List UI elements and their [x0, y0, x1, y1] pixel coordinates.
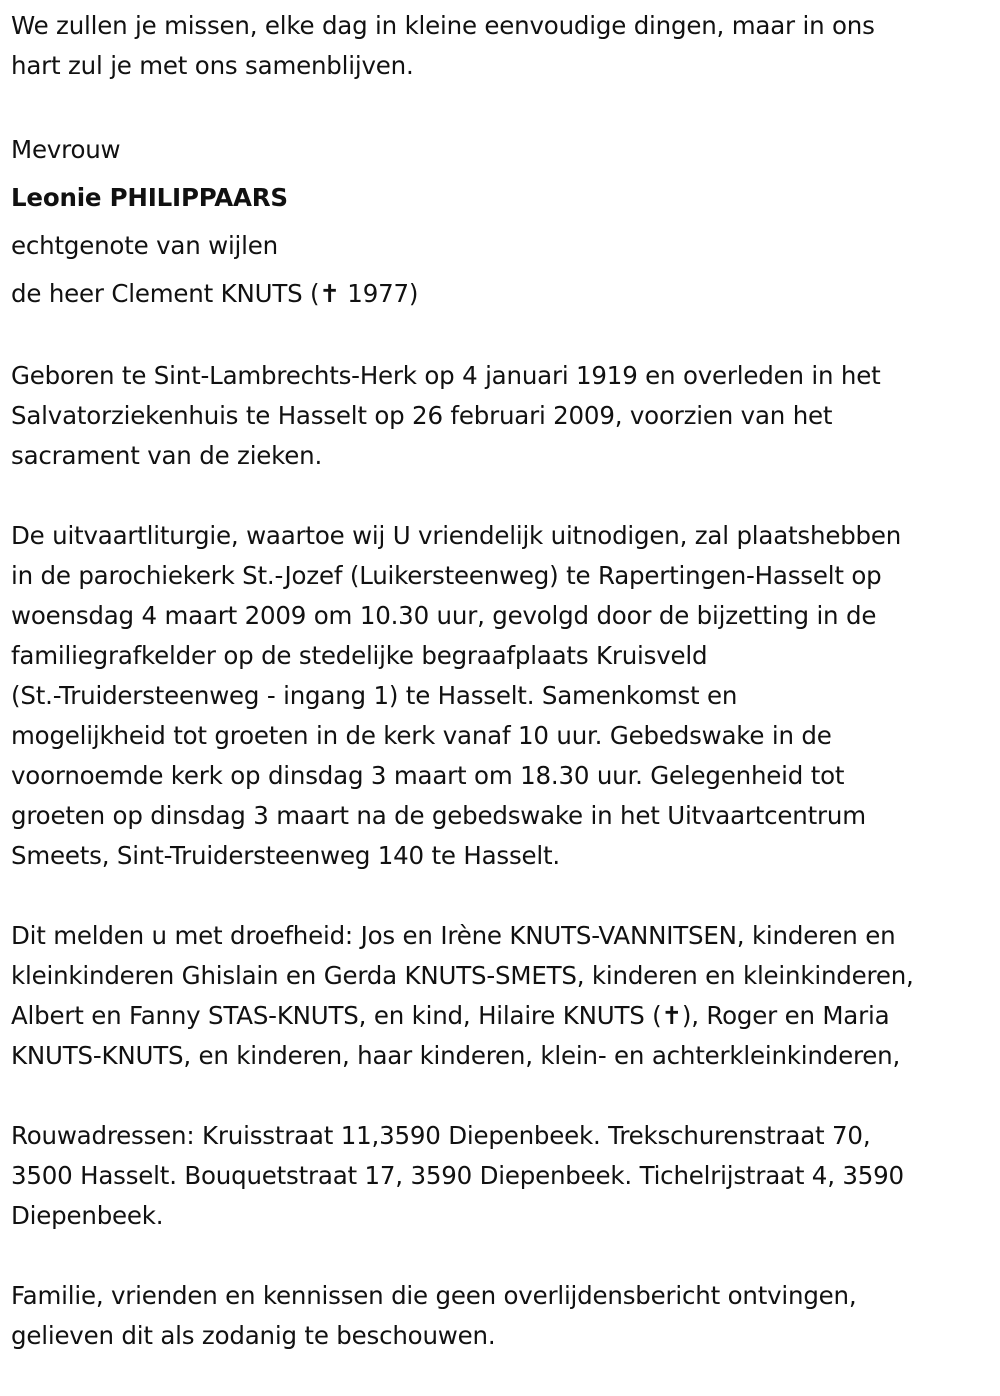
family-paragraph: [11, 916, 996, 1076]
birth-death-line: sacrament van de zieken.: [11, 441, 323, 470]
funeral-line: familiegrafkelder op de stedelijke begraafplaats Kruisveld: [11, 641, 708, 670]
family-line: Albert en Fanny STAS-KNUTS, en kind, Hilaire KNUTS (✝), Roger en Maria: [11, 1001, 890, 1030]
family-line: Dit melden u met droefheid: Jos en Irène KNUTS-VANNITSEN, kinderen en: [11, 921, 896, 950]
opening-line: hart zul je met ons samenblijven.: [11, 51, 414, 80]
funeral-line: in de parochiekerk St.-Jozef (Luikersteenweg) te Rapertingen-Hasselt op: [11, 561, 882, 590]
deceased-spouse: de heer Clement KNUTS (✝ 1977): [11, 279, 419, 308]
funeral-line: groeten op dinsdag 3 maart na de gebedswake in het Uitvaartcentrum: [11, 801, 866, 830]
deceased-block: [11, 126, 996, 318]
opening-line: We zullen je missen, elke dag in kleine eenvoudige dingen, maar in ons: [11, 11, 875, 40]
funeral-line: Smeets, Sint-Truidersteenweg 140 te Hasselt.: [11, 841, 561, 870]
closing-paragraph: [11, 1276, 996, 1356]
address-line: Rouwadressen: Kruisstraat 11,3590 Diepenbeek. Trekschurenstraat 70,: [11, 1121, 871, 1150]
funeral-line: voornoemde kerk op dinsdag 3 maart om 18.30 uur. Gelegenheid tot: [11, 761, 845, 790]
deceased-relation: echtgenote van wijlen: [11, 231, 278, 260]
address-line: 3500 Hasselt. Bouquetstraat 17, 3590 Diepenbeek. Tichelrijstraat 4, 3590: [11, 1161, 904, 1190]
address-line: Diepenbeek.: [11, 1201, 164, 1230]
funeral-line: (St.-Truidersteenweg - ingang 1) te Hasselt. Samenkomst en: [11, 681, 738, 710]
addresses-paragraph: [11, 1116, 996, 1236]
closing-line: Familie, vrienden en kennissen die geen overlijdensbericht ontvingen,: [11, 1281, 857, 1310]
deceased-name: Leonie PHILIPPAARS: [11, 183, 288, 212]
funeral-line: mogelijkheid tot groeten in de kerk vanaf 10 uur. Gebedswake in de: [11, 721, 832, 750]
funeral-paragraph: [11, 516, 996, 876]
opening-quote: [11, 6, 996, 86]
funeral-line: woensdag 4 maart 2009 om 10.30 uur, gevolgd door de bijzetting in de: [11, 601, 877, 630]
family-line: KNUTS-KNUTS, en kinderen, haar kinderen, klein- en achterkleinkinderen,: [11, 1041, 901, 1070]
closing-line: gelieven dit als zodanig te beschouwen.: [11, 1321, 496, 1350]
birth-death-paragraph: [11, 356, 996, 476]
funeral-line: De uitvaartliturgie, waartoe wij U vriendelijk uitnodigen, zal plaatshebben: [11, 521, 902, 550]
birth-death-line: Geboren te Sint-Lambrechts-Herk op 4 januari 1919 en overleden in het: [11, 361, 881, 390]
obituary-document: [11, 6, 996, 1396]
family-line: kleinkinderen Ghislain en Gerda KNUTS-SMETS, kinderen en kleinkinderen,: [11, 961, 914, 990]
deceased-title: Mevrouw: [11, 135, 121, 164]
birth-death-line: Salvatorziekenhuis te Hasselt op 26 februari 2009, voorzien van het: [11, 401, 833, 430]
